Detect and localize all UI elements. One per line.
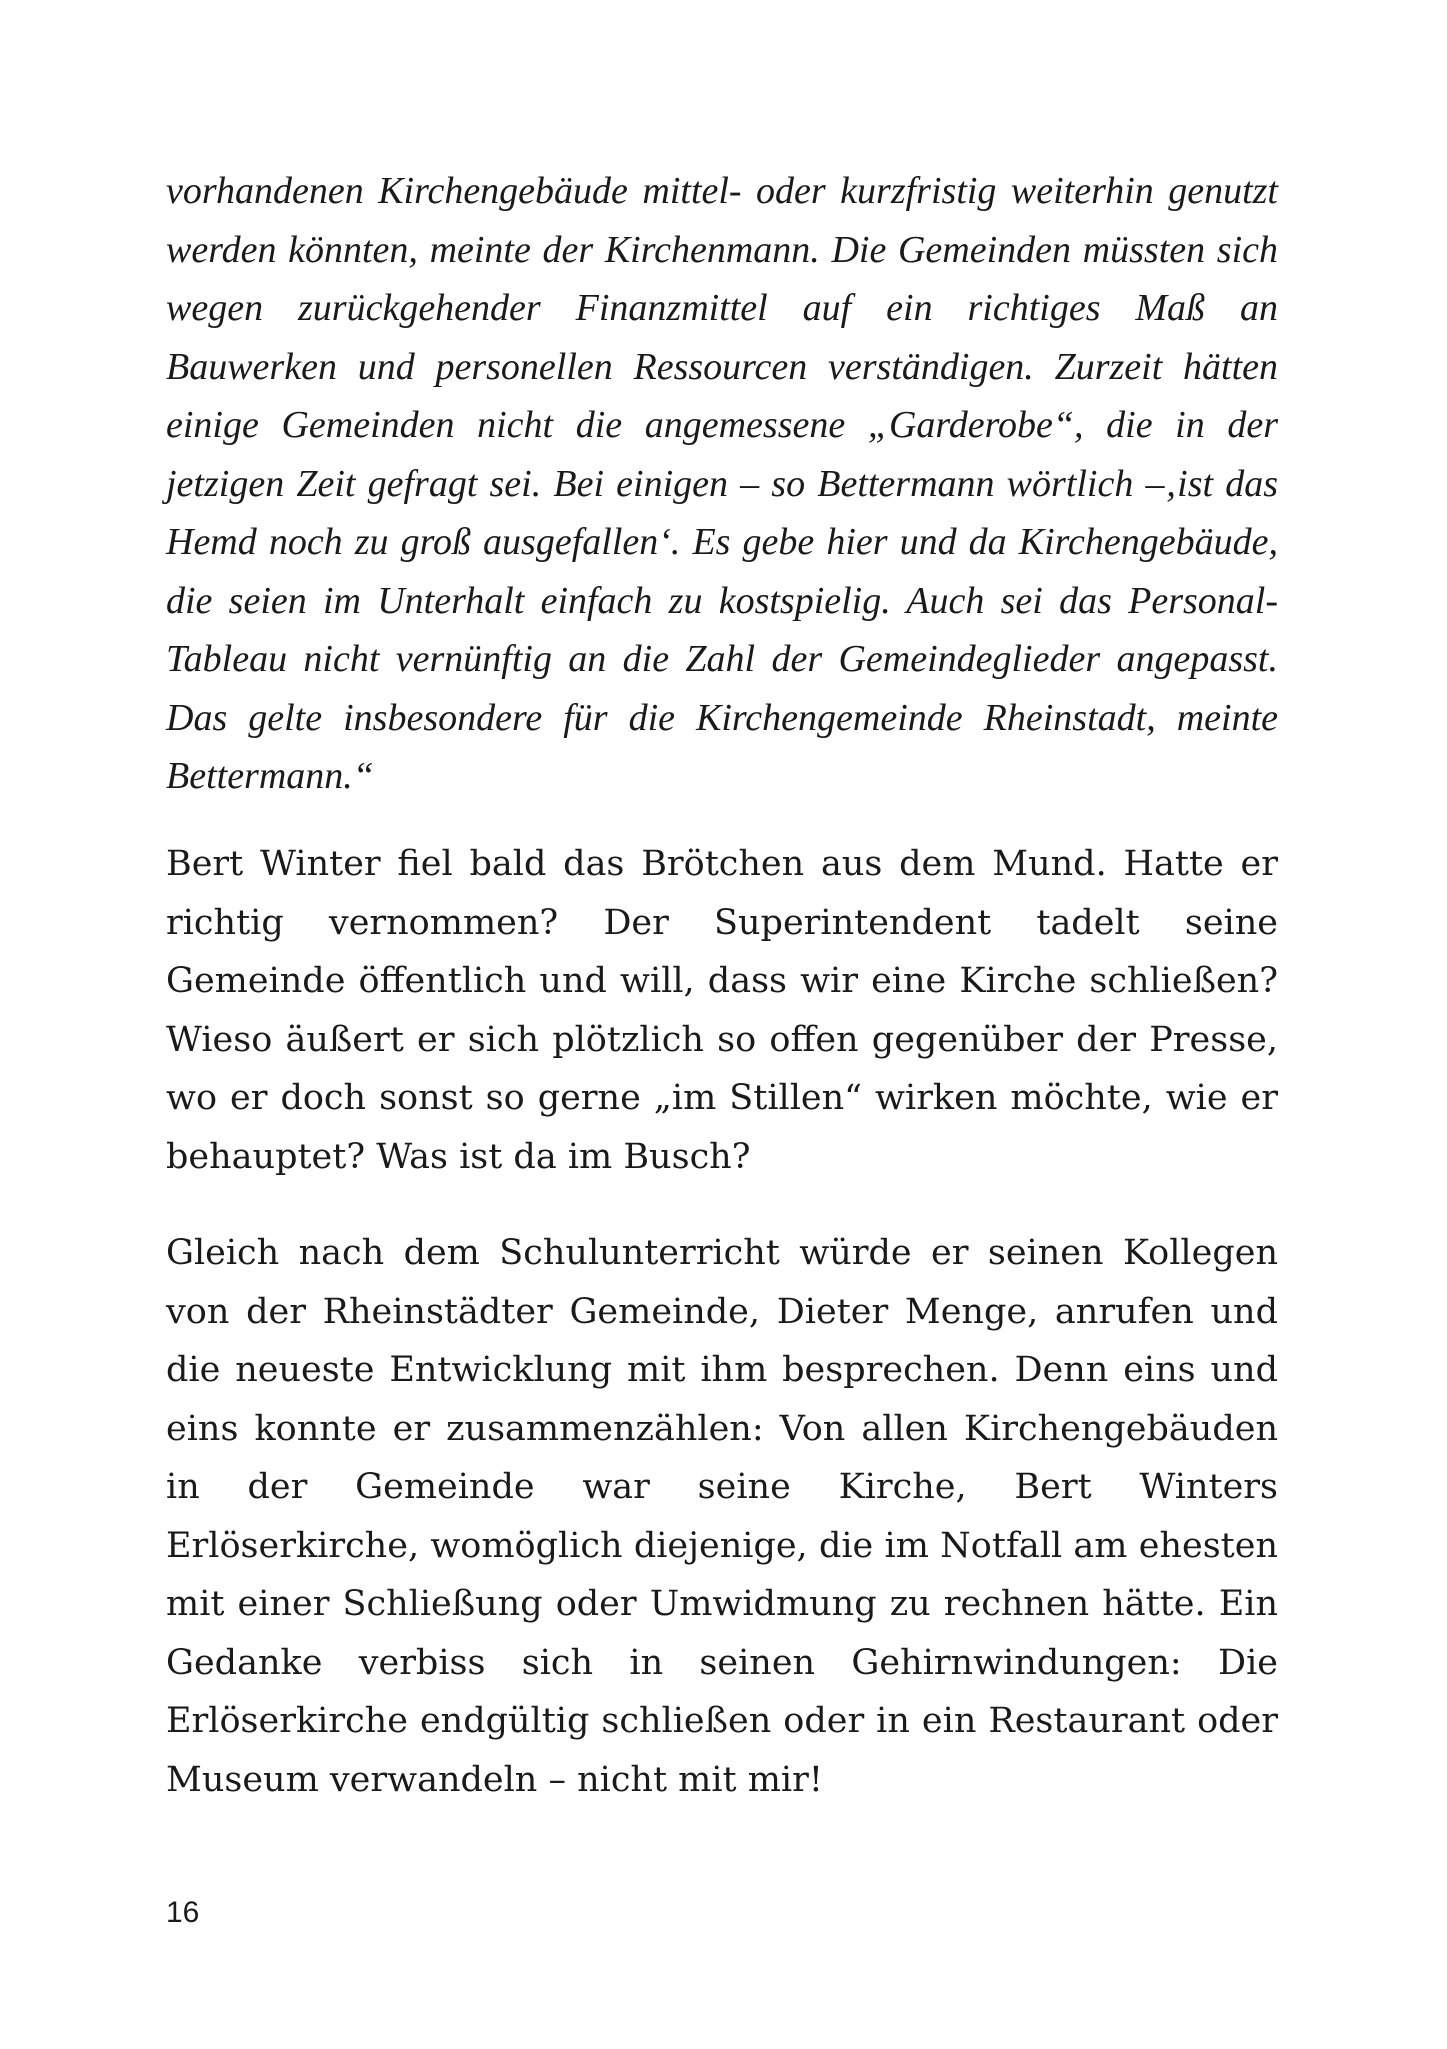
body-paragraph-2: Gleich nach dem Schulunterricht würde er seinen Kollegen von der Rheinstädter Gemeinde, Dieter Menge, anrufen und die neueste Entwicklung mit ihm besprechen. Denn eins und eins konnte er zusammenzählen: Von allen Kirchengebäuden in der Gemeinde war seine Kirche, Bert Winters Erlöserkirche, womöglich diejenige, die im Notfall am ehesten mit einer Schließung oder Umwidmung zu rechnen hätte. Ein Gedanke verbiss sich in seinen Gehirnwindungen: Die Erlöserkirche endgültig schließen oder in ein Restaurant oder Museum verwandeln – nicht mit mir! [166,1233,1278,1800]
page-number: 16 [166,1896,200,1929]
body-paragraph-1: Bert Winter fiel bald das Brötchen aus dem Mund. Hatte er richtig vernommen? Der Superintendent tadelt seine Gemeinde öffentlich und will, dass wir eine Kirche schließen? Wieso äußert er sich plötzlich so offen gegenüber der Presse, wo er doch sonst so gerne „im Stillen“ wirken möchte, wie er behauptet? Was ist da im Busch? [166,844,1278,1177]
quote-paragraph: vorhandenen Kirchengebäude mittel- oder kurzfristig weiterhin genutzt werden könnten, meinte der Kirchenmann. Die Gemeinden müssten sich wegen zurückgehender Finanzmittel auf ein richtiges Maß an Bauwerken und personellen Ressourcen verständigen. Zurzeit hätten einige Gemeinden nicht die angemessene „Garderobe“, die in der jetzigen Zeit gefragt sei. Bei einigen – so Bettermann wörtlich –‚ist das Hemd noch zu groß ausgefallen‘. Es gebe hier und da Kirchengebäude, die seien im Unterhalt einfach zu kostspielig. Auch sei das Personal-Tableau nicht vernünftig an die Zahl der Gemeindeglieder angepasst. Das gelte insbesondere für die Kirchengemeinde Rheinstadt, meinte Bettermann.“ [166,170,1278,797]
